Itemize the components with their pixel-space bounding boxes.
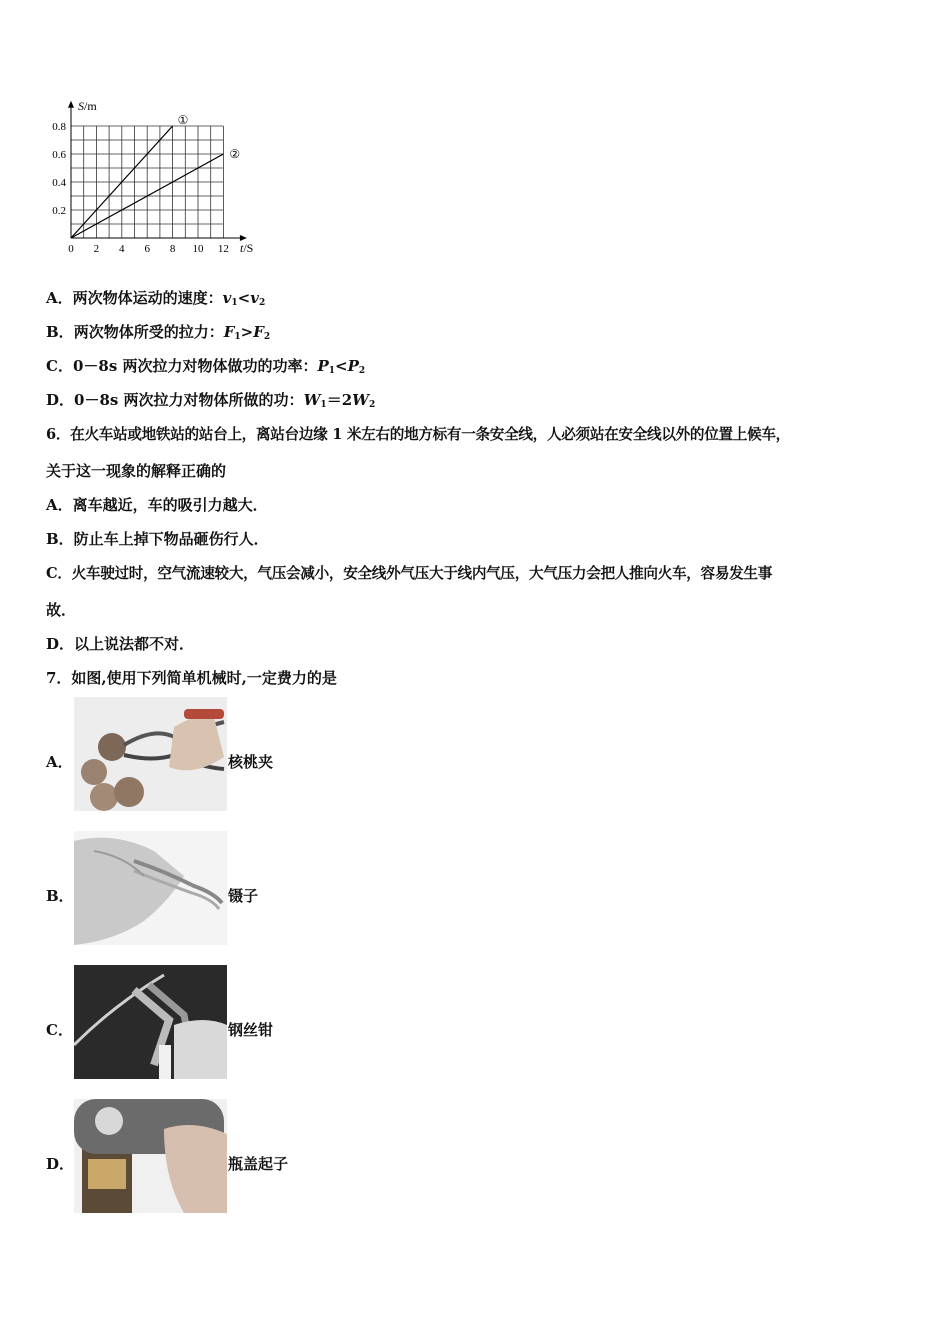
q5-option-a: A．两次物体运动的速度：$v_1<v_2$ xyxy=(46,289,266,308)
x-tick-label: 6 xyxy=(144,243,150,255)
q7-stem: 7．如图,使用下列简单机械时,一定费力的是 xyxy=(46,669,337,687)
series-label-1: ① xyxy=(177,113,189,127)
y-tick-label: 0.4 xyxy=(52,177,66,189)
pliers-image xyxy=(74,965,227,1079)
s-t-graph xyxy=(40,98,270,264)
q6-option-a: A．离车越近，车的吸引力越大． xyxy=(46,496,268,514)
graph-axes xyxy=(68,101,247,241)
q6-stem-line2: 关于这一现象的解释正确的 xyxy=(46,462,227,480)
x-axis-label: t/S xyxy=(240,241,254,255)
option-label: 核桃夹 xyxy=(228,753,274,771)
x-tick-label: 12 xyxy=(217,243,229,255)
tweezers-image xyxy=(74,831,227,945)
option-label: 镊子 xyxy=(228,887,259,905)
option-letter: D． xyxy=(46,1155,75,1173)
option-letter: A． xyxy=(46,753,73,771)
y-tick-label: 0.6 xyxy=(52,149,66,161)
y-tick-label: 0.8 xyxy=(52,121,66,133)
x-tick-label: 0 xyxy=(68,243,74,255)
y-tick-label: 0.2 xyxy=(52,205,66,217)
y-axis-arrow xyxy=(68,101,74,108)
graph-grid xyxy=(71,126,223,238)
option-label: 瓶盖起子 xyxy=(228,1155,289,1173)
x-tick-label: 4 xyxy=(119,243,125,255)
x-tick-label: 10 xyxy=(192,243,204,255)
q6-option-c-cont: 故． xyxy=(46,601,77,619)
option-label: 钢丝钳 xyxy=(228,1021,274,1039)
q5-option-b: B．两次物体所受的拉力：$F_1>F_2$ xyxy=(46,323,271,342)
option-letter: B． xyxy=(46,887,74,905)
q6-option-d: D．以上说法都不对． xyxy=(46,635,195,653)
q6-option-c: C．火车驶过时，空气流速较大，气压会减小，安全线外气压大于线内气压，大气压力会把人推向火车，容易发生事 xyxy=(46,565,773,582)
y-axis-label: S/m xyxy=(78,99,97,113)
q5-option-c: C．0－8s 两次拉力对物体做功的功率：$P_1<P_2$ xyxy=(46,357,366,376)
q6-option-b: B．防止车上掉下物品砸伤行人． xyxy=(46,530,269,548)
x-tick-label: 8 xyxy=(169,243,176,255)
q6-stem-line1: 6．在火车站或地铁站的站台上，离站台边缘 1 米左右的地方标有一条安全线，人必须站在安全线以外的位置上候车， xyxy=(46,426,790,443)
series-label-2: ② xyxy=(229,147,241,161)
x-tick-label: 2 xyxy=(93,243,100,255)
option-letter: C． xyxy=(46,1021,73,1039)
q5-option-d: D．0－8s 两次拉力对物体所做的功：$W_1=2W_2$ xyxy=(46,391,376,410)
bottle-opener-image xyxy=(74,1099,227,1213)
walnut-cracker-image xyxy=(74,697,227,811)
